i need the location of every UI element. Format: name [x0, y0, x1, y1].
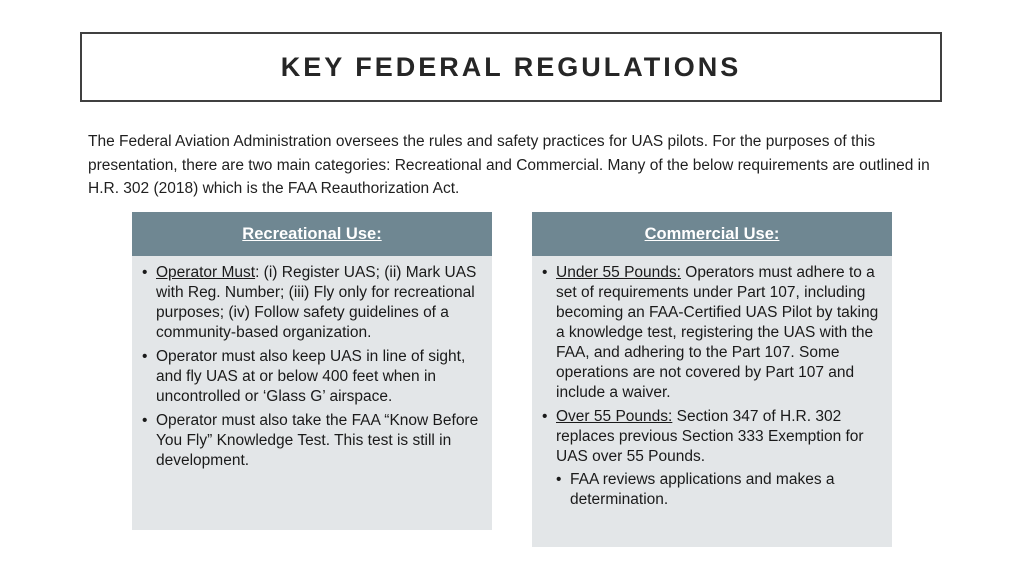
recreational-panel [132, 212, 492, 530]
commercial-header: Commercial Use: [532, 212, 892, 256]
item-text: Operators must adhere to a set of requirements under Part 107, including becoming an FAA-Certified UAS Pilot by taking a knowledge test, registering the UAS with the FAA, and adhering to the Part 107. Some operations are not covered by Part 107 and include a waiver. [556, 264, 879, 401]
item-lead: Over 55 Pounds: [556, 408, 673, 425]
commercial-panel [532, 212, 892, 547]
bullet-icon: • [542, 264, 548, 281]
item-text: Operator must also keep UAS in line of sight, and fly UAS at or below 400 feet when in uncontrolled or ‘Glass G’ airspace. [156, 348, 466, 405]
commercial-sublist [556, 470, 882, 510]
item-text: Operator must also take the FAA “Know Before You Fly” Knowledge Test. This test is still in development. [156, 412, 479, 469]
list-item [142, 411, 482, 471]
item-text: Section 347 of H.R. 302 replaces previous Section 333 Exemption for UAS over 55 Pounds. [556, 408, 864, 465]
list-item [542, 263, 882, 403]
recreational-header: Recreational Use: [132, 212, 492, 256]
list-item [142, 263, 482, 343]
list-item [142, 347, 482, 407]
list-item [542, 407, 882, 510]
intro-paragraph: The Federal Aviation Administration oversees the rules and safety practices for UAS pilots. For the purposes of this presentation, there are two main categories: Recreational and Commercial. Many of the below requirements are outlined in H.R. 302 (2018) which is the FAA Reauthorization Act. [88, 133, 930, 197]
bullet-icon: • [542, 408, 548, 425]
item-text: FAA reviews applications and makes a determination. [570, 471, 835, 508]
bullet-icon: • [556, 471, 562, 488]
list-item [556, 470, 882, 510]
bullet-icon: • [142, 412, 148, 429]
recreational-list [142, 263, 482, 471]
commercial-list [542, 263, 882, 510]
item-lead: Under 55 Pounds: [556, 264, 681, 281]
bullet-icon: • [142, 348, 148, 365]
title-box [80, 32, 942, 102]
bullet-icon: • [142, 264, 148, 281]
slide-title: KEY FEDERAL REGULATIONS [280, 51, 742, 82]
item-lead: Operator Must [156, 264, 256, 281]
item-text: : (i) Register UAS; (ii) Mark UAS with Reg. Number; (iii) Fly only for recreational purposes; (iv) Follow safety guidelines of a community-based organization. [156, 264, 477, 341]
